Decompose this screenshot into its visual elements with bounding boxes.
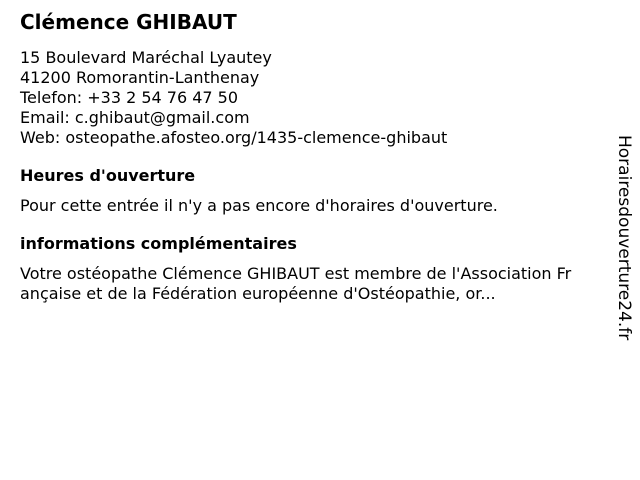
opening-hours-text: Pour cette entrée il n'y a pas encore d'horaires d'ouverture.: [20, 196, 498, 215]
web-text: Web: osteopathe.afosteo.org/1435-clemence-ghibaut: [20, 128, 448, 147]
opening-hours-heading: Heures d'ouverture: [20, 166, 196, 185]
address-line-2: 41200 Romorantin-Lanthenay: [20, 68, 260, 87]
additional-info-heading: informations complémentaires: [20, 234, 297, 253]
email-text: Email: c.ghibaut@gmail.com: [20, 108, 250, 127]
additional-info-text: Votre ostéopathe Clémence GHIBAUT est membre de l'Association Française et de la Fédération européenne d'Ostéopathie, or...: [20, 264, 572, 303]
business-name: Clémence GHIBAUT: [20, 10, 237, 34]
business-card: [20, 8, 590, 304]
address-line-1: 15 Boulevard Maréchal Lyautey: [20, 48, 272, 67]
site-brand-label: Horairesdouverture24.fr: [614, 135, 634, 341]
phone-text: Telefon: +33 2 54 76 47 50: [20, 88, 239, 107]
